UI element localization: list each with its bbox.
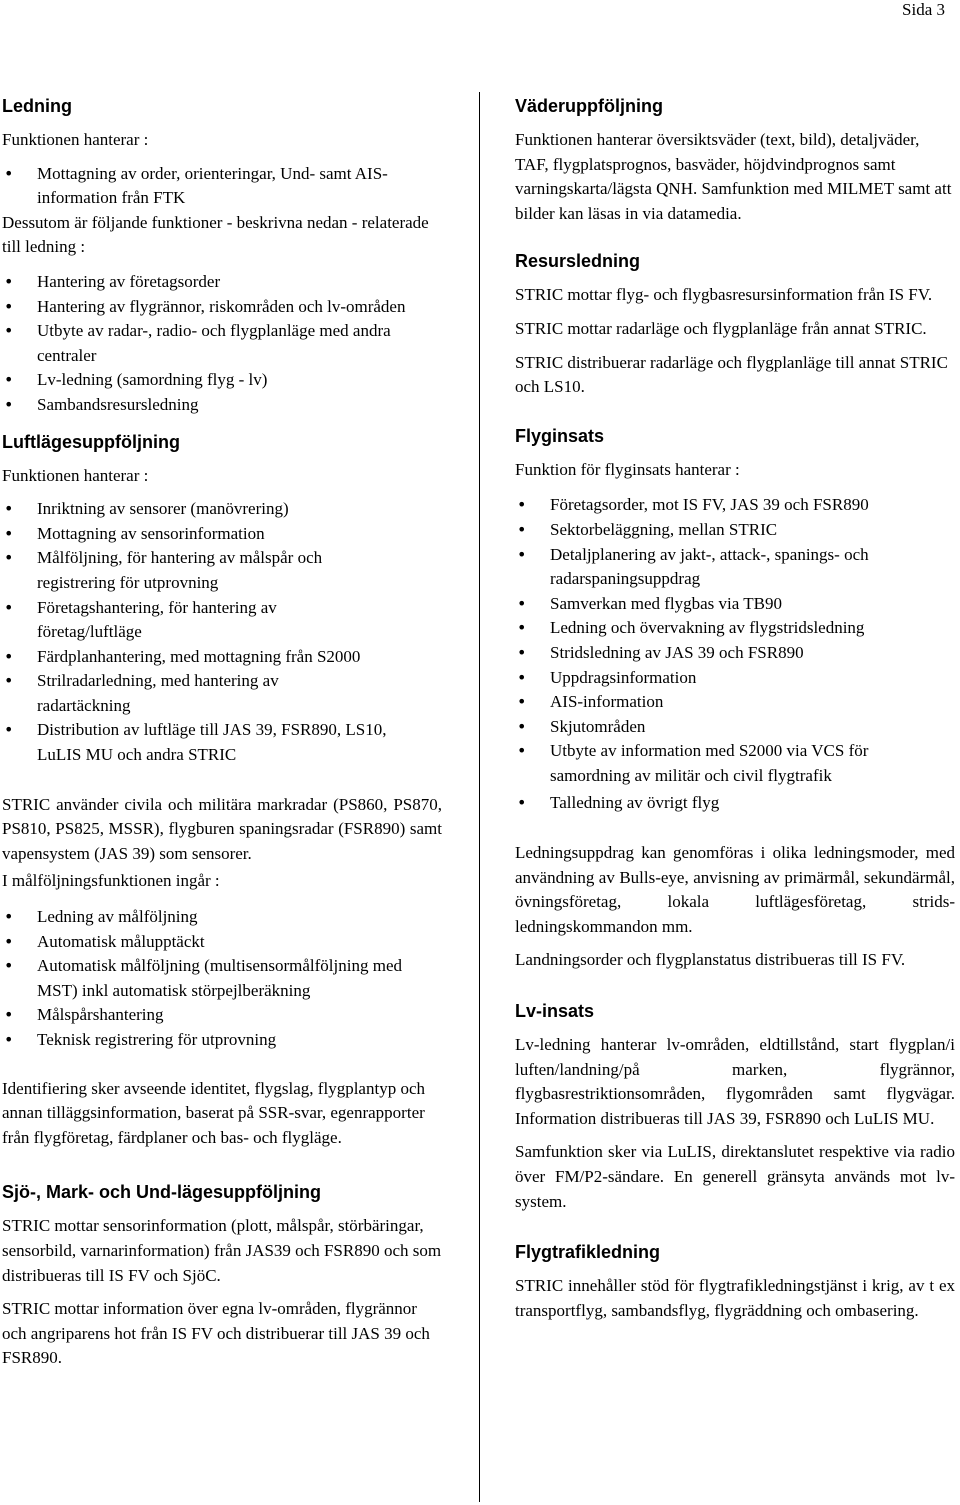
list-item: • Företagsorder, mot IS FV, JAS 39 och FSR890 bbox=[550, 493, 955, 518]
section-heading-vaderuppfoljning: Väderuppföljning bbox=[515, 96, 663, 116]
left-column bbox=[2, 93, 442, 1371]
list-item: • Inriktning av sensorer (manövrering) bbox=[37, 497, 442, 522]
sensor-paragraph: STRIC använder civila och militära markradar (PS860, PS870, PS810, PS825, MSSR), flygburen spaningsradar (FSR890) samt vapensystem (JAS 39) som sensorer. bbox=[2, 794, 442, 863]
list-item: • Detaljplanering av jakt-, attack-, spanings- och radarspaningsuppdrag bbox=[550, 543, 940, 592]
malfoljning-intro: I målföljningsfunktionen ingår : bbox=[2, 871, 220, 891]
list-item: • Talledning av övrigt flyg bbox=[550, 791, 955, 816]
page-number: Sida 3 bbox=[902, 0, 945, 19]
flyginsats-paragraph-1: Ledningsuppdrag kan genomföras i olika ledningsmoder, med användning av Bulls-eye, anvisning av primärmål, sekundärmål, övningsföretag, lokala luftlägesföretag, strids-ledningskommandon mm. bbox=[515, 843, 955, 936]
ledning-list-2 bbox=[2, 270, 442, 418]
list-item: • Sambandsresursledning bbox=[37, 393, 442, 418]
ledning-list-1 bbox=[2, 162, 442, 211]
ledning-intro-2: Dessutom är följande funktioner - beskrivna nedan - relaterade till ledning : bbox=[2, 212, 429, 257]
list-item: • Utbyte av information med S2000 via VCS för samordning av militär och civil flygtrafik bbox=[550, 739, 940, 788]
list-item: • Samverkan med flygbas via TB90 bbox=[550, 592, 955, 617]
list-item: • Utbyte av radar-, radio- och flygplanläge med andra centraler bbox=[37, 319, 422, 368]
list-item: • Företagshantering, för hantering av företag/luftläge bbox=[37, 596, 347, 645]
list-item: • Sektorbeläggning, mellan STRIC bbox=[550, 518, 955, 543]
section-heading-flygtrafikledning: Flygtrafikledning bbox=[515, 1242, 661, 1263]
list-item: • Målföljning, för hantering av målspår och registrering för utprovning bbox=[37, 546, 397, 595]
column-divider bbox=[479, 92, 480, 1502]
resurs-paragraph-2: STRIC mottar radarläge och flygplanläge från annat STRIC. bbox=[515, 318, 927, 338]
luftlage-intro: Funktionen hanterar : bbox=[2, 465, 149, 485]
sjo-paragraph-2: STRIC mottar information över egna lv-områden, flygrännor och angriparens hot från IS FV och distribuerar till JAS 39 och FSR890. bbox=[2, 1299, 430, 1368]
section-heading-resursledning: Resursledning bbox=[515, 251, 641, 272]
list-item: • Hantering av företagsorder bbox=[37, 270, 442, 295]
section-heading-ledning: Ledning bbox=[2, 96, 72, 116]
right-column bbox=[515, 93, 955, 1323]
resurs-paragraph-1: STRIC mottar flyg- och flygbasresursinformation från IS FV. bbox=[515, 285, 933, 305]
malfoljning-list bbox=[2, 905, 442, 1053]
luftlage-list bbox=[2, 497, 442, 768]
vader-paragraph: Funktionen hanterar översiktsväder (text, bild), detaljväder, TAF, flygplatsprognos, basväder, höjdvindprognos samt varningskarta/lägsta QNH. Samfunktion med MILMET samt att bilder kan läsas in via datamedia. bbox=[515, 130, 952, 223]
flyginsats-intro: Funktion för flyginsats hanterar : bbox=[515, 459, 740, 479]
section-heading-lv-insats: Lv-insats bbox=[515, 1001, 595, 1022]
flyginsats-paragraph-2: Landningsorder och flygplanstatus distribueras till IS FV. bbox=[515, 950, 906, 970]
list-item: • Hantering av flygrännor, riskområden och lv-områden bbox=[37, 295, 422, 320]
list-item: • Distribution av luftläge till JAS 39, FSR890, LS10, LuLIS MU och andra STRIC bbox=[37, 718, 417, 767]
list-item: • Mottagning av sensorinformation bbox=[37, 522, 442, 547]
section-heading-luftlagesuppfoljning: Luftlägesuppföljning bbox=[2, 431, 180, 452]
list-item: • Lv-ledning (samordning flyg - lv) bbox=[37, 368, 442, 393]
list-item: • Mottagning av order, orienteringar, Und- samt AIS-information från FTK bbox=[37, 162, 442, 211]
flygtrafik-paragraph: STRIC innehåller stöd för flygtrafikledningstjänst i krig, av t ex transportflyg, sambandsflyg, flygräddning och ombasering. bbox=[515, 1276, 955, 1320]
list-item: • Färdplanhantering, med mottagning från S2000 bbox=[37, 645, 442, 670]
list-item: • Skjutområden bbox=[550, 715, 955, 740]
list-item: • Ledning av målföljning bbox=[37, 905, 442, 930]
resurs-paragraph-3: STRIC distribuerar radarläge och flygplanläge till annat STRIC och LS10. bbox=[515, 352, 948, 397]
flyginsats-list bbox=[515, 493, 955, 816]
list-item: • Automatisk målföljning (multisensormålföljning med MST) inkl automatisk störpejlberäkning bbox=[37, 954, 442, 1003]
sjo-paragraph-1: STRIC mottar sensorinformation (plott, målspår, störbäringar, sensorbild, varnarinformation) från JAS39 och FSR890 och som distribueras till IS FV och SjöC. bbox=[2, 1216, 442, 1285]
section-heading-sjo-mark-und: Sjö-, Mark- och Und-lägesuppföljning bbox=[2, 1182, 321, 1203]
list-item: • Automatisk målupptäckt bbox=[37, 930, 442, 955]
identifiering-paragraph: Identifiering sker avseende identitet, flygslag, flygplantyp och annan tilläggsinformation, baserat på SSR-svar, egenrapporter från flygföretag, färdplaner och bas- och flygläge. bbox=[2, 1078, 425, 1147]
list-item: • Stridsledning av JAS 39 och FSR890 bbox=[550, 641, 955, 666]
section-heading-flyginsats: Flyginsats bbox=[515, 425, 605, 446]
list-item: • Teknisk registrering för utprovning bbox=[37, 1028, 442, 1053]
list-item: • AIS-information bbox=[550, 690, 955, 715]
list-item: • Uppdragsinformation bbox=[550, 666, 955, 691]
list-item: • Strilradarledning, med hantering av radartäckning bbox=[37, 669, 347, 718]
list-item: • Målspårshantering bbox=[37, 1003, 442, 1028]
lvinsats-paragraph-1: Lv-ledning hanterar lv-områden, eldtillstånd, start flygplan/i luften/landning/på marken, flygrännor, flygbasrestriktionsområden, flygområden samt flygvägar. Information distribueras till JAS 39, FSR890 och LuLIS MU. bbox=[515, 1035, 955, 1128]
lvinsats-paragraph-2: Samfunktion sker via LuLIS, direktanslutet respektive via radio över FM/P2-sändare. En generell gränsyta används mot lv-system. bbox=[515, 1142, 955, 1211]
ledning-intro: Funktionen hanterar : bbox=[2, 130, 149, 149]
list-item: • Ledning och övervakning av flygstridsledning bbox=[550, 616, 955, 641]
